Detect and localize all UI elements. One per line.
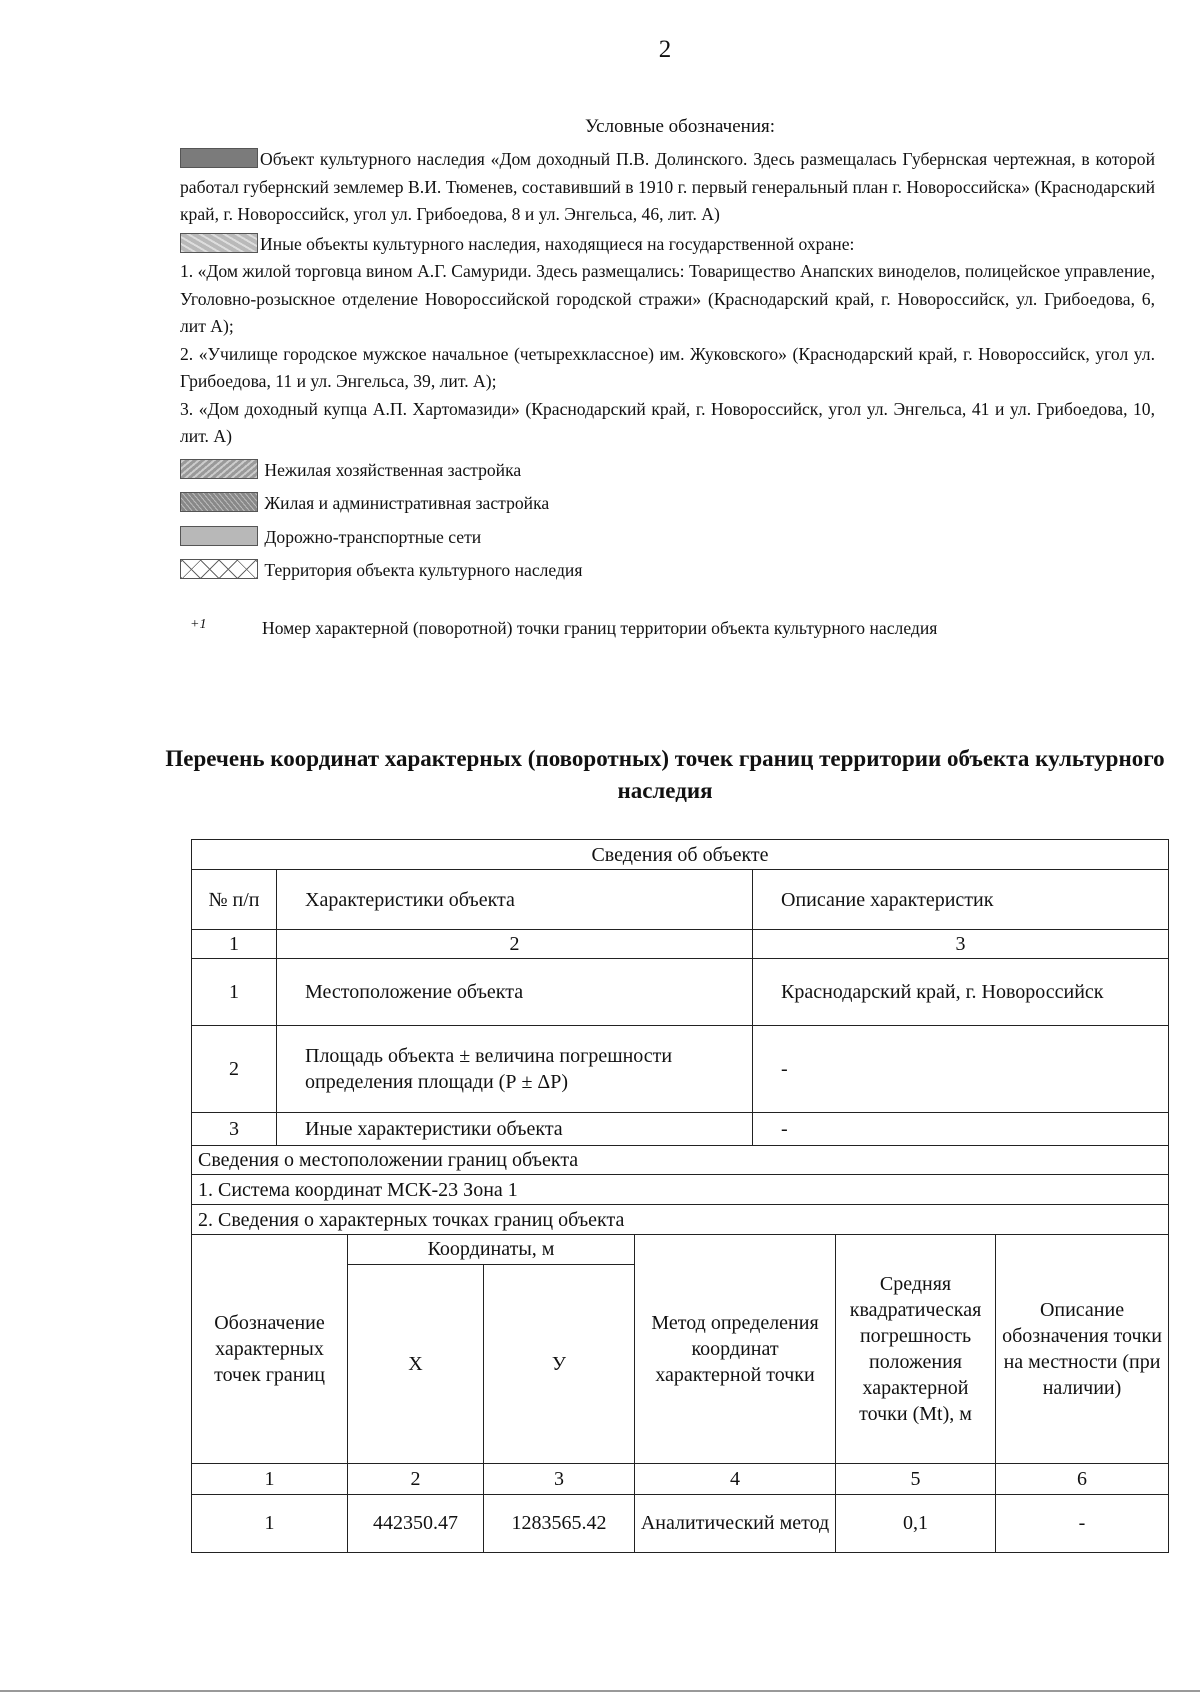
table-row xyxy=(192,1494,1169,1552)
header-cell: Описание обозначения точки на местности (при наличии) xyxy=(996,1234,1169,1463)
cell: 2 xyxy=(192,1026,277,1113)
cell: 1 xyxy=(192,959,277,1026)
col-number: 1 xyxy=(192,930,277,959)
legend-item-other xyxy=(180,231,1155,259)
cell: - xyxy=(996,1494,1169,1552)
legend-text: Иные объекты культурного наследия, находящиеся на государственной охране: xyxy=(260,233,855,254)
col-number: 4 xyxy=(635,1463,836,1494)
legend xyxy=(180,146,1155,642)
cell: Краснодарский край, г. Новороссийск xyxy=(753,959,1169,1026)
header-cell: Обозначение характерных точек границ xyxy=(192,1234,348,1463)
cell: 442350.47 xyxy=(348,1494,484,1552)
header-cell: № п/п xyxy=(192,870,277,930)
other-object-1: 1. «Дом жилой торговца вином А.Г. Самуриди. Здесь размещались: Товарищество Анапских виноделов, полицейское управление, Уголовно-розыскное отделение Новороссийской городской стражи» (Краснодарский край, г. Новороссийск, ул. Грибоедова, 6, лит А); xyxy=(180,261,1155,336)
page-number: 2 xyxy=(658,36,672,63)
cell: Площадь объекта ± величина погрешности определения площади (Р ± ΔР) xyxy=(277,1026,753,1113)
point-marker-icon: +1 xyxy=(190,616,207,632)
col-number: 6 xyxy=(996,1463,1169,1494)
cell: Иные характеристики объекта xyxy=(277,1113,753,1146)
legend-text: Нежилая хозяйственная застройка xyxy=(264,459,522,480)
col-number: 5 xyxy=(836,1463,996,1494)
section-header: Сведения об объекте xyxy=(192,840,1169,870)
legend-text: Объект культурного наследия «Дом доходный П.В. Долинского. Здесь размещалась Губернская чертежная, в которой работал губернский землемер В.И. Тюменев, составивший в 1910 г. первый генеральный план г. Новороссийска» (Краснодарский край, г. Новороссийск, угол ул. Грибоедова, 8 и ул. Энгельса, 46, лит. А) xyxy=(180,149,1155,224)
col-number: 2 xyxy=(348,1463,484,1494)
section-header: Сведения о местоположении границ объекта xyxy=(192,1146,1169,1175)
col-number: 3 xyxy=(753,930,1169,959)
coordinates-table xyxy=(191,839,1168,1553)
header-cell: Координаты, м xyxy=(348,1234,635,1264)
cell: 1283565.42 xyxy=(484,1494,635,1552)
coord-system: 1. Система координат МСК-23 Зона 1 xyxy=(192,1175,1169,1205)
col-number: 3 xyxy=(484,1463,635,1494)
residential-swatch-icon xyxy=(180,492,258,512)
other-object-2: 2. «Училище городское мужское начальное (четырехклассное) им. Жуковского» (Краснодарский край, г. Новороссийск, угол ул. Грибоедова, 11 и ул. Энгельса, 39, лит. А); xyxy=(180,343,1155,391)
header-cell: X xyxy=(348,1264,484,1463)
table-row xyxy=(192,959,1169,1026)
header-cell: У xyxy=(484,1264,635,1463)
nonresidential-swatch-icon xyxy=(180,459,258,479)
legend-title: Условные обозначения: xyxy=(584,116,776,137)
legend-item-main xyxy=(180,146,1155,229)
section-header: 2. Сведения о характерных точках границ объекта xyxy=(192,1205,1169,1235)
header-cell: Средняя квадратическая погрешность положения характерной точки (Mt), м xyxy=(836,1234,996,1463)
col-number: 2 xyxy=(277,930,753,959)
scan-edge-line xyxy=(0,1690,1200,1692)
other-objects-swatch-icon xyxy=(180,233,258,253)
cell: - xyxy=(753,1113,1169,1146)
header-cell: Описание характеристик xyxy=(753,870,1169,930)
legend-text: Территория объекта культурного наследия xyxy=(264,560,583,580)
main-object-swatch-icon xyxy=(180,148,258,168)
legend-roads xyxy=(180,524,1155,552)
table-row xyxy=(192,1113,1169,1146)
cell: - xyxy=(753,1026,1169,1113)
cell: Аналитический метод xyxy=(635,1494,836,1552)
legend-text: Жилая и административная застройка xyxy=(264,493,550,513)
cell: 0,1 xyxy=(836,1494,996,1552)
other-object-3: 3. «Дом доходный купца А.П. Хартомазиди» (Краснодарский край, г. Новороссийск, угол ул. Энгельса, 41 и ул. Грибоедова, 10, лит. А) xyxy=(180,398,1155,446)
document-title: Перечень координат характерных (поворотных) точек границ территории объекта культурного наследия xyxy=(165,746,1165,803)
legend-point xyxy=(180,611,1155,643)
legend-text: Номер характерной (поворотной) точки границ территории объекта культурного наследия xyxy=(262,617,938,638)
legend-territory xyxy=(180,557,1155,585)
roads-swatch-icon xyxy=(180,526,258,546)
legend-text: Дорожно-транспортные сети xyxy=(264,526,482,547)
territory-hatch-icon xyxy=(180,559,258,579)
legend-nonresidential xyxy=(180,457,1155,485)
cell: 1 xyxy=(192,1494,348,1552)
col-number: 1 xyxy=(192,1463,348,1494)
cell: Местоположение объекта xyxy=(277,959,753,1026)
cell: 3 xyxy=(192,1113,277,1146)
legend-residential xyxy=(180,490,1155,518)
table-row xyxy=(192,1026,1169,1113)
header-cell: Характеристики объекта xyxy=(277,870,753,930)
header-cell: Метод определения координат характерной точки xyxy=(635,1234,836,1463)
